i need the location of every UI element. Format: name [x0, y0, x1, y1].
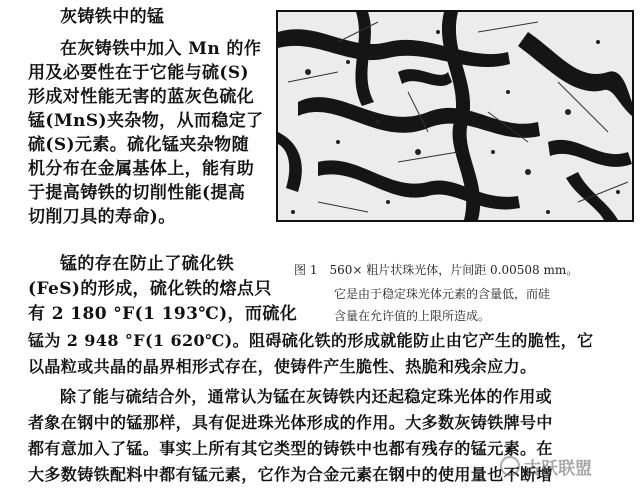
para3-line: 除了能与硫结合外，通常认为锰在灰铸铁内还起稳定珠光体的作用或 — [60, 387, 553, 406]
para2-line: 锰的存在防止了硫化铁 — [60, 254, 234, 274]
micrograph-image — [278, 12, 632, 220]
para2-line: 锰为 2 948 °F(1 620℃)。阻碍硫化铁的形成就能防止由它产生的脆性，它 — [28, 331, 594, 350]
watermark — [500, 452, 630, 480]
para1-line: 于提高铸铁的切削性能(提高 — [28, 183, 246, 203]
para1-line: 切削刀具的寿命)。 — [28, 207, 176, 227]
page-title: 灰铸铁中的锰 — [60, 7, 165, 27]
para3-line: 大多数铸铁配料中都有锰元素，它作为合金元素在钢中的使用量也不断增 — [28, 465, 553, 484]
para2-line: 以晶粒或共晶的晶界相形式存在，使铸件产生脆性、热脆和残余应力。 — [28, 357, 537, 376]
watermark-text: 古跃联盟 — [524, 458, 592, 479]
para1-line: 在灰铸铁中加入 Mn 的作 — [60, 39, 262, 59]
figure-caption-line: 含量在允许值的上限所造成。 — [334, 309, 491, 323]
figure-caption-line: 图 1 560× 粗片状珠光体，片间距 0.00508 mm。 — [294, 263, 579, 277]
para3-line: 者象在钢中的锰那样，具有促进珠光体形成的作用。大多数灰铸铁牌号中 — [28, 413, 553, 432]
para3-line: 都有意加入了锰。事实上所有其它类型的铸铁中也都有残存的锰元素。在 — [28, 439, 553, 458]
para1-line: 形成对性能无害的蓝灰色硫化 — [28, 87, 255, 107]
para1-line: 锰(MnS)夹杂物，从而稳定了 — [28, 111, 264, 131]
watermark-logo-icon — [500, 456, 520, 476]
para2-line: 有 2 180 °F(1 193℃)，而硫化 — [28, 304, 298, 324]
para2-line: (FeS)的形成，硫化铁的熔点只 — [28, 279, 272, 299]
para1-line: 用及必要性在于它能与硫(S) — [28, 63, 249, 83]
micrograph-figure — [276, 10, 634, 222]
figure-caption-line: 它是由于稳定珠光体元素的含量低，而硅 — [334, 287, 551, 301]
para1-line: 机分布在金属基体上，能有助 — [28, 159, 255, 179]
para1-line: 硫(S)元素。硫化锰夹杂物随 — [28, 135, 249, 155]
